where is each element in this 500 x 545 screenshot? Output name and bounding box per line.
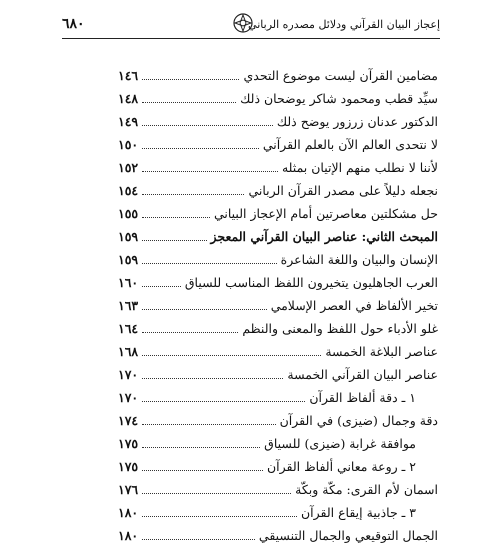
toc-entry — [118, 177, 438, 200]
toc-entry — [118, 269, 438, 292]
toc-entry-page: ١٧٠ — [118, 367, 139, 382]
dot-leader — [142, 79, 239, 80]
toc-entry-page: ١٧٥ — [118, 436, 139, 451]
toc-entry — [118, 62, 438, 85]
toc-entry-page: ١٧٠ — [118, 390, 139, 405]
toc-entry-title: ٢ ـ روعة معاني ألفاظ القرآن — [266, 459, 416, 474]
dot-leader — [142, 125, 273, 126]
dot-leader — [142, 286, 181, 287]
dot-leader — [142, 378, 283, 379]
table-of-contents — [118, 62, 438, 545]
toc-entry-page: ١٨٠ — [118, 528, 139, 543]
dot-leader — [142, 194, 244, 195]
toc-entry-title: غلو الأدباء حول اللفظ والمعنى والنظم — [242, 321, 438, 336]
toc-entry-title: الجمال التوقيعي والجمال التنسيقي — [258, 528, 438, 543]
toc-entry — [118, 338, 438, 361]
toc-entry-title: ٣ ـ جاذبية إيقاع القرآن — [300, 505, 416, 520]
dot-leader — [142, 309, 267, 310]
toc-entry-title: مضامين القرآن ليست موضوع التحدي — [243, 68, 438, 83]
toc-entry — [118, 499, 438, 522]
toc-entry — [118, 453, 438, 476]
toc-entry — [118, 108, 438, 131]
toc-entry-page: ١٤٨ — [118, 91, 139, 106]
toc-entry-page: ١٦٣ — [118, 298, 139, 313]
toc-entry-title: دقة وجمال (ضيزى) في القرآن — [279, 413, 438, 428]
toc-entry-title: نجعله دليلاً على مصدر القرآن الرباني — [248, 183, 438, 198]
running-title: إعجاز البيان القرآني ودلائل مصدره الرباني — [248, 18, 440, 31]
toc-entry — [118, 154, 438, 177]
toc-entry — [118, 522, 438, 545]
dot-leader — [142, 493, 291, 494]
toc-entry-title: الإنسان والبيان واللغة الشاعرة — [280, 252, 438, 267]
toc-entry — [118, 200, 438, 223]
toc-entry-title: عناصر البلاغة الخمسة — [325, 344, 438, 359]
toc-entry-title: لأننا لا نطلب منهم الإتيان بمثله — [281, 160, 438, 175]
toc-entry-page: ١٨٠ — [118, 505, 139, 520]
toc-entry-page: ١٥٩ — [118, 252, 139, 267]
toc-entry-title: حل مشكلتين معاصرتين أمام الإعجاز البياني — [213, 206, 438, 221]
toc-entry-page: ١٥٢ — [118, 160, 139, 175]
toc-entry-page: ١٥٠ — [118, 137, 139, 152]
dot-leader — [142, 516, 297, 517]
toc-entry — [118, 246, 438, 269]
toc-entry-page: ١٤٦ — [118, 68, 139, 83]
toc-entry-page: ١٤٩ — [118, 114, 139, 129]
toc-entry-title: سيِّد قطب ومحمود شاكر يوضحان ذلك — [240, 91, 438, 106]
dot-leader — [142, 424, 275, 425]
dot-leader — [142, 447, 260, 448]
running-header — [62, 12, 440, 39]
toc-entry — [118, 292, 438, 315]
toc-entry — [118, 85, 438, 108]
toc-entry-title: عناصر البيان القرآني الخمسة — [287, 367, 438, 382]
toc-entry-page: ١٧٤ — [118, 413, 139, 428]
dot-leader — [142, 263, 277, 264]
toc-entry-page: ١٥٤ — [118, 183, 139, 198]
dot-leader — [142, 171, 278, 172]
toc-entry-page: ١٧٥ — [118, 459, 139, 474]
dot-leader — [142, 217, 210, 218]
dot-leader — [142, 102, 236, 103]
toc-entry-page: ١٥٥ — [118, 206, 139, 221]
toc-entry-page: ١٦٨ — [118, 344, 139, 359]
toc-entry-title: لا نتحدى العالم الآن بالعلم القرآني — [262, 137, 438, 152]
toc-entry — [118, 476, 438, 499]
toc-entry-title: العرب الجاهليون يتخيرون اللفظ المناسب للسياق — [184, 275, 438, 290]
dot-leader — [142, 148, 259, 149]
dot-leader — [142, 240, 206, 241]
toc-entry-title: الدكتور عدنان زرزور يوضح ذلك — [276, 114, 438, 129]
page-number: ٦٨٠ — [62, 16, 85, 32]
toc-entry-title: ١ ـ دقة ألفاظ القرآن — [309, 390, 416, 405]
dot-leader — [142, 470, 263, 471]
toc-entry-title: موافقة غرابة (ضيزى) للسياق — [264, 436, 416, 451]
toc-entry — [118, 430, 438, 453]
toc-entry-page: ١٥٩ — [118, 229, 139, 244]
dot-leader — [142, 401, 305, 402]
dot-leader — [142, 355, 321, 356]
toc-entry-title: تخير الألفاظ في العصر الإسلامي — [270, 298, 438, 313]
dot-leader — [142, 332, 238, 333]
toc-entry — [118, 361, 438, 384]
toc-entry-title: اسمان لأم القرى: مكّة وبكّة — [295, 482, 438, 497]
toc-entry — [118, 131, 438, 154]
toc-entry — [118, 407, 438, 430]
toc-entry — [118, 315, 438, 338]
dot-leader — [142, 539, 255, 540]
toc-entry-page: ١٦٠ — [118, 275, 139, 290]
toc-entry-page: ١٧٦ — [118, 482, 139, 497]
toc-entry — [118, 223, 438, 246]
toc-entry — [118, 384, 438, 407]
toc-entry-title: المبحث الثاني: عناصر البيان القرآني المعجز — [210, 229, 438, 244]
toc-entry-page: ١٦٤ — [118, 321, 139, 336]
